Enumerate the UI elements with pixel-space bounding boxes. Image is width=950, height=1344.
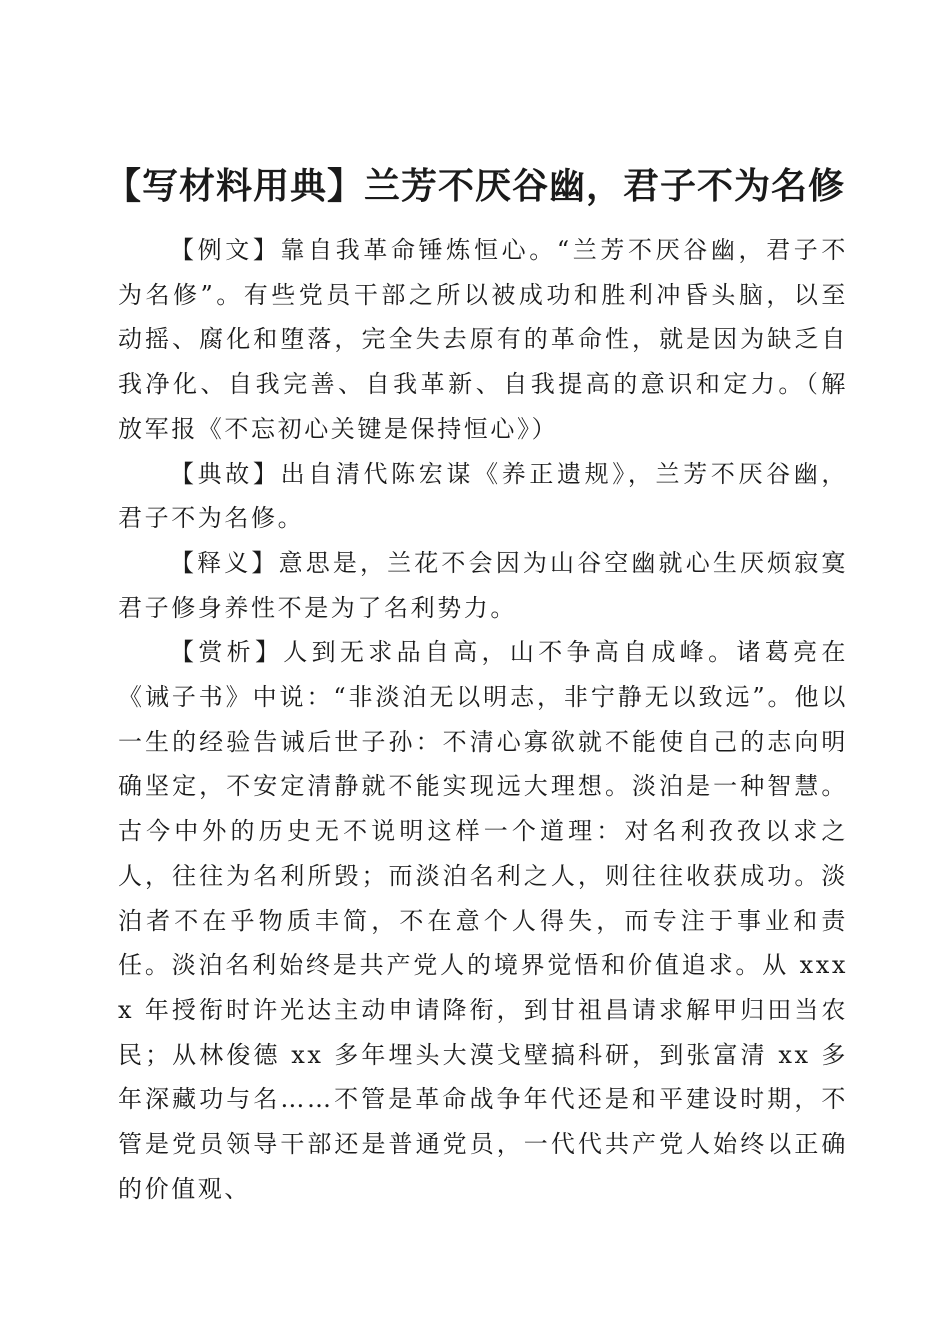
document-title: 【写材料用典】兰芳不厌谷幽，君子不为名修: [104, 165, 845, 208]
paragraph-example: [118, 228, 848, 452]
paragraph-allusion: [118, 452, 848, 541]
paragraph-appreciation: [118, 630, 848, 1211]
paragraph-text: 靠自我革命锤炼恒心。“兰芳不厌谷幽，君子不为名修”。有些党员干部之所以被成功和胜利冲昏头脑，以至动摇、腐化和堕落，完全失去原有的革命性，就是因为缺乏自我净化、自我完善、自我革新、自我提高的意识和定力。（解放军报《不忘初心关键是保持恒心》）: [118, 236, 848, 443]
paragraph-text: 人到无求品自高，山不争高自成峰。诸葛亮在《诫子书》中说：“非淡泊无以明志，非宁静无以致远”。他以一生的经验告诫后世子孙：不清心寡欲就不能使自己的志向明确坚定，不安定清静就不能实现远大理想。淡泊是一种智慧。古今中外的历史无不说明这样一个道理：对名利孜孜以求之人，往往为名利所毁；而淡泊名利之人，则往往收获成功。淡泊者不在乎物质丰简，不在意个人得失，而专注于事业和责任。淡泊名利始终是共产党人的境界觉悟和价值追求。从 xxxx 年授衔时许光达主动申请降衔，到甘祖昌请求解甲归田当农民；从林俊德 xx 多年埋头大漠戈壁搞科研，到张富清 xx 多年深藏功与名……不管是革命战争年代还是和平建设时期，不管是党员领导干部还是普通党员，一代代共产党人始终以正确的价值观、: [118, 638, 849, 1203]
paragraph-tag: 【典故】: [170, 459, 281, 488]
document-body: [118, 228, 848, 1211]
paragraph-tag: 【赏析】: [170, 638, 284, 667]
paragraph-text: 出自清代陈宏谋《养正遗规》，兰芳不厌谷幽，君子不为名修。: [118, 459, 848, 533]
paragraph-tag: 【例文】: [170, 236, 281, 264]
paragraph-tag: 【释义】: [170, 548, 279, 577]
paragraph-text: 意思是，兰花不会因为山谷空幽就心生厌烦寂寞君子修身养性不是为了名利势力。: [118, 548, 848, 622]
paragraph-meaning: [118, 541, 848, 630]
